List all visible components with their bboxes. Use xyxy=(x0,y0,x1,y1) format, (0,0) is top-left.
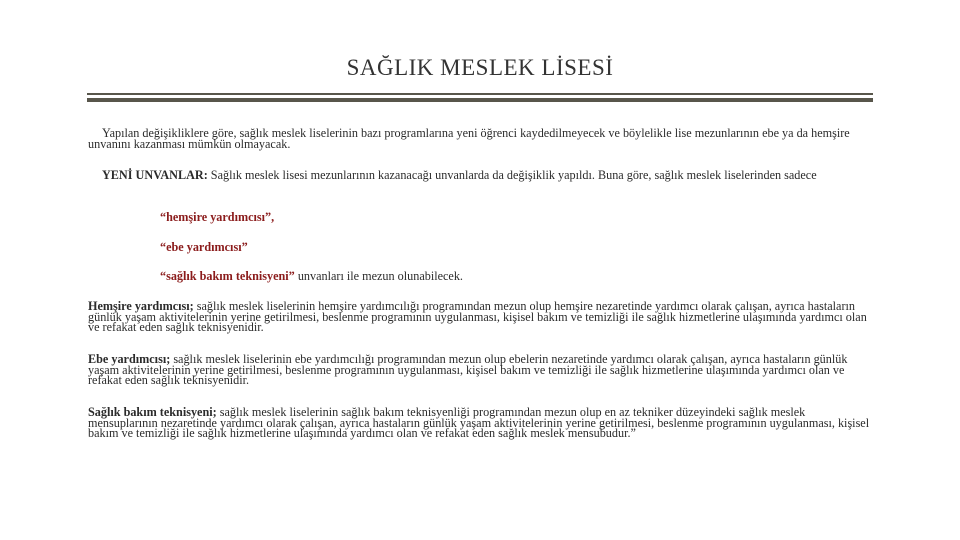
title-divider-thin xyxy=(87,93,873,95)
title-midwife-assistant: “ebe yardımcısı” xyxy=(160,240,248,254)
new-titles-paragraph xyxy=(88,170,872,181)
title-divider-thick xyxy=(87,98,873,102)
new-titles-label: YENİ UNVANLAR: xyxy=(102,168,208,182)
title-item-midwife-assistant xyxy=(160,241,248,253)
slide-title: SAĞLIK MESLEK LİSESİ xyxy=(346,55,614,80)
titles-suffix: unvanları ile mezun olunabilecek. xyxy=(294,269,463,283)
title-nurse-assistant: “hemşire yardımcısı”, xyxy=(160,210,275,224)
title-item-health-care-technician xyxy=(160,270,463,282)
definition-text: sağlık meslek liselerinin ebe yardımcılığı programından mezun olup ebelerin nezaretinde yardımcı olarak çalışan, ayrıca hastaların günlük yaşam aktivitelerinin yerine getirilmesi, beslenme programının uygulanması, kişisel bakım ve temizliği ile sağlık hizmetlerine ulaşımında yardımcı olan ve refakat eden sağlık teknisyenidir. xyxy=(88,352,848,387)
intro-paragraph: Yapılan değişikliklere göre, sağlık meslek liselerinin bazı programlarına yeni öğrenci kaydedilmeyecek ve böylelikle lise mezunlarının ebe ya da hemşire unvanını kazanması mümkün olmayacak. xyxy=(88,126,850,151)
definition-text: sağlık meslek liselerinin hemşire yardımcılığı programından mezun olup hemşire nezaretinde yardımcı olarak çalışan, ayrıca hastaların günlük yaşam aktivitelerinin yerine getirilmesi, beslenme programının uygulanması, kişisel bakım ve temizliği ile sağlık hizmetlerine ulaşımında yardımcı olan ve refakat eden sağlık teknisyenidir. xyxy=(88,299,867,334)
definition-text: sağlık meslek liselerinin sağlık bakım teknisyenliği programından mezun olup en az tekniker düzeyindeki sağlık meslek mensuplarının nezaretinde yardımcı olarak çalışan, ayrıca hastaların günlük yaşam aktivitelerinin yerine getirilmesi, beslenme programının uygulanması, kişisel bakım ve temizliği ile sağlık hizmetlerine ulaşımında yardımcı olan ve refakat eden sağlık meslek mensubudur.” xyxy=(88,405,870,440)
title-health-care-technician: “sağlık bakım teknisyeni” xyxy=(160,269,295,283)
definition-term: Sağlık bakım teknisyeni; xyxy=(88,405,217,419)
definition-term: Ebe yardımcısı; xyxy=(88,352,171,366)
title-item-nurse-assistant xyxy=(160,211,274,223)
definition-health-care-technician xyxy=(88,407,872,439)
new-titles-text: Sağlık meslek lisesi mezunlarının kazanacağı unvanlarda da değişiklik yapıldı. Buna göre, sağlık meslek liselerinden sadece xyxy=(207,168,817,182)
definition-midwife-assistant xyxy=(88,354,872,386)
definition-term: Hemşire yardımcısı; xyxy=(88,299,194,313)
definition-nurse-assistant xyxy=(88,301,872,333)
